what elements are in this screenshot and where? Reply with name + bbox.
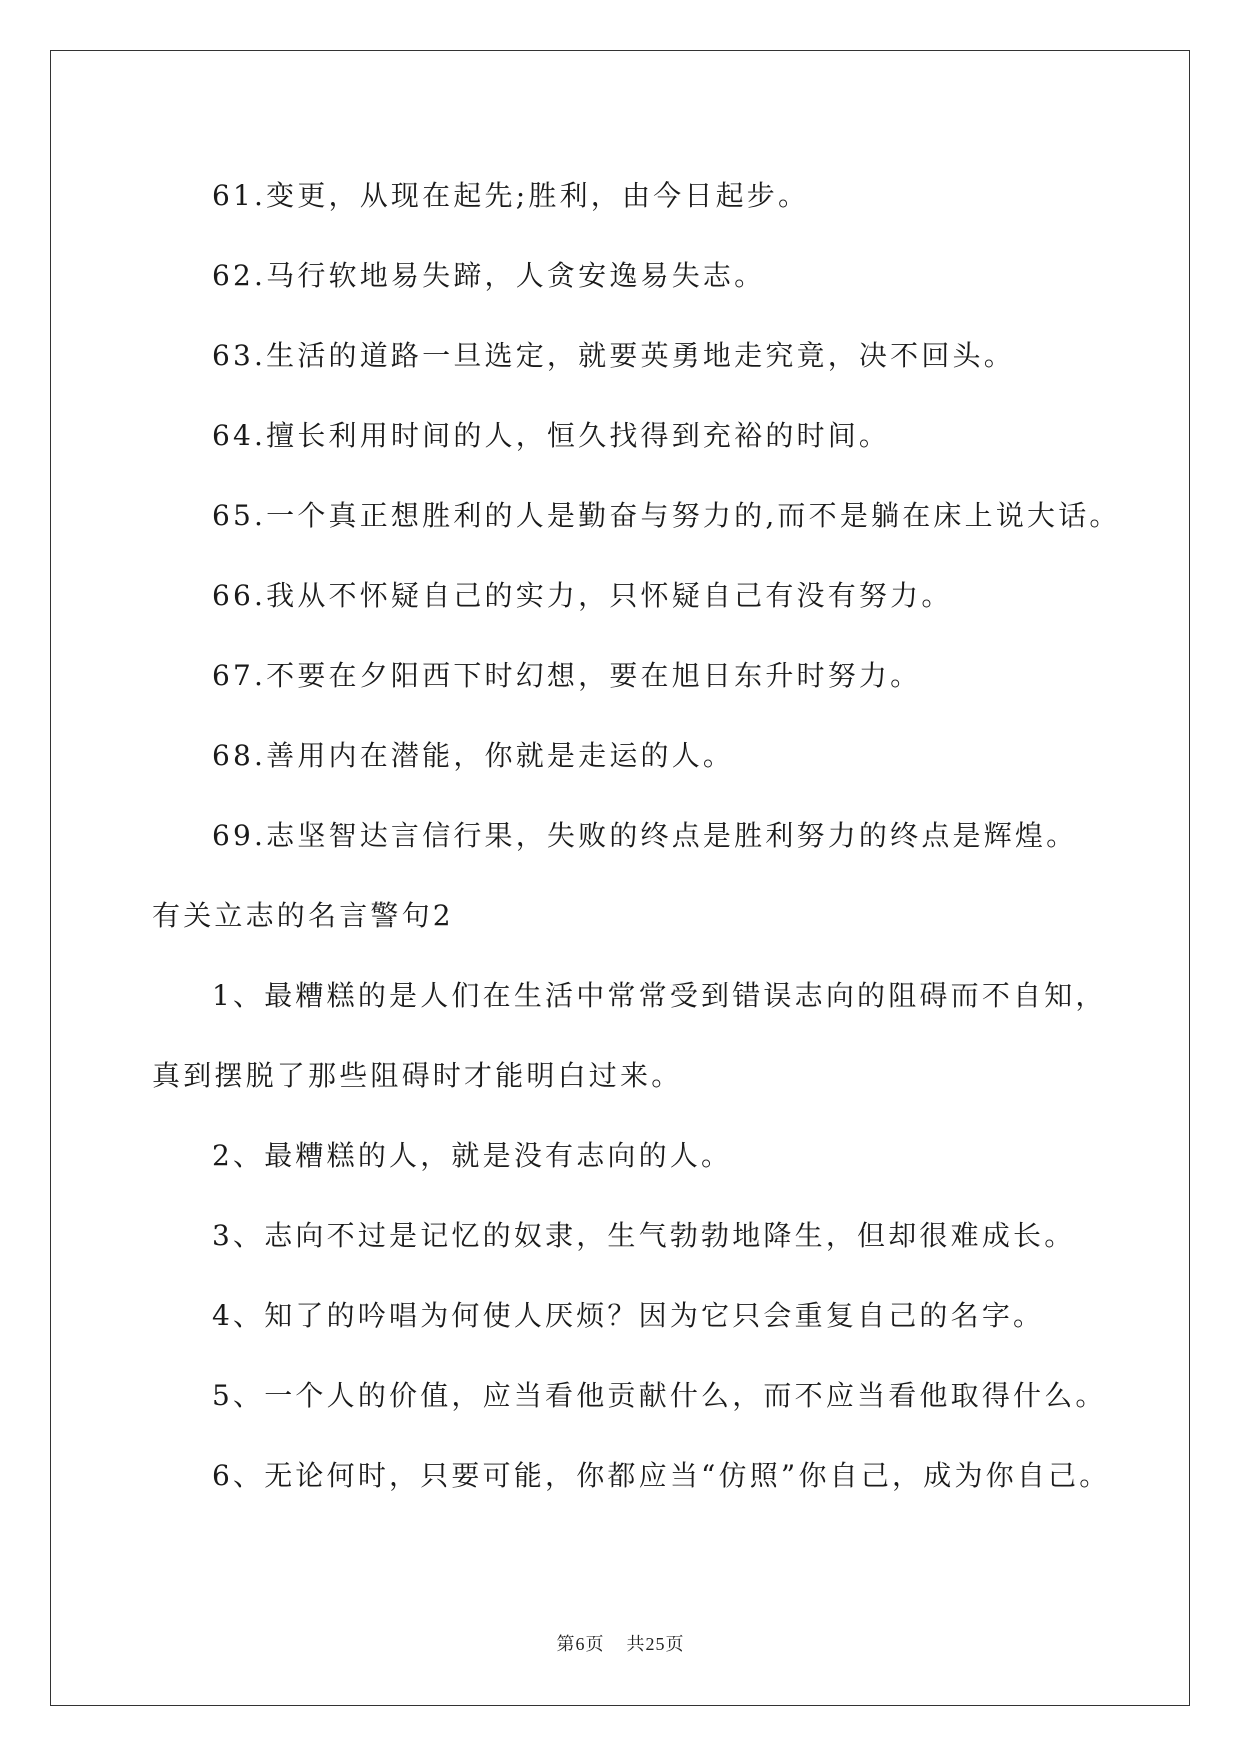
quote-line: 68.善用内在潜能，你就是走运的人。 — [212, 739, 735, 772]
quote-line: 5、一个人的价值，应当看他贡献什么，而不应当看他取得什么。 — [212, 1379, 1107, 1412]
quote-line: 66.我从不怀疑自己的实力，只怀疑自己有没有努力。 — [212, 579, 953, 612]
quote-line: 67.不要在夕阳西下时幻想，要在旭日东升时努力。 — [212, 659, 922, 692]
quote-line: 61.变更，从现在起先;胜利，由今日起步。 — [212, 179, 810, 212]
quote-line-continuation: 真到摆脱了那些阻碍时才能明白过来。 — [152, 1059, 683, 1092]
quote-line: 69.志坚智达言信行果，失败的终点是胜利努力的终点是辉煌。 — [212, 819, 1078, 852]
quote-line: 1、最糟糕的是人们在生活中常常受到错误志向的阻碍而不自知， — [212, 979, 1107, 1012]
page-footer — [0, 1632, 1241, 1656]
quote-line: 4、知了的吟唱为何使人厌烦？因为它只会重复自己的名字。 — [212, 1299, 1045, 1332]
page-total: 共25页 — [626, 1634, 685, 1654]
quote-line: 65.一个真正想胜利的人是勤奋与努力的,而不是躺在床上说大话。 — [212, 499, 1121, 532]
quote-line: 63.生活的道路一旦选定，就要英勇地走究竟，决不回头。 — [212, 339, 1015, 372]
quote-line: 62.马行软地易失蹄，人贪安逸易失志。 — [212, 259, 766, 292]
quote-line: 64.擅长利用时间的人，恒久找得到充裕的时间。 — [212, 419, 891, 452]
page-number: 第6页 — [556, 1634, 605, 1654]
quote-line: 6、无论何时，只要可能，你都应当“仿照”你自己，成为你自己。 — [212, 1459, 1111, 1492]
quote-line: 3、志向不过是记忆的奴隶，生气勃勃地降生，但却很难成长。 — [212, 1219, 1076, 1252]
section-heading: 有关立志的名言警句2 — [152, 899, 454, 932]
quote-line: 2、最糟糕的人，就是没有志向的人。 — [212, 1139, 733, 1172]
